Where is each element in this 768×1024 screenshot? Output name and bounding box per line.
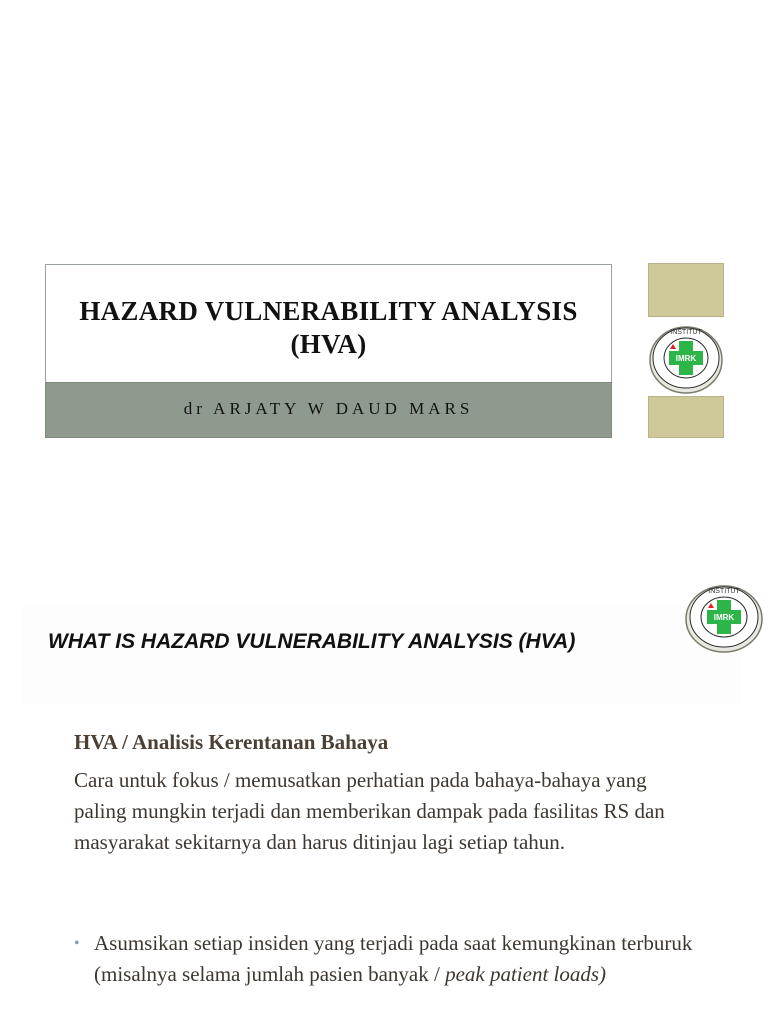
svg-text:IMRK: IMRK [713, 613, 735, 622]
svg-text:INSTITUT: INSTITUT [708, 588, 740, 595]
decorative-block-top [648, 263, 724, 317]
author-bar [45, 382, 612, 438]
slide2-title: WHAT IS HAZARD VULNERABILITY ANALYSIS (HVA) [48, 630, 576, 653]
title-line-1: HAZARD VULNERABILITY ANALYSIS [79, 296, 578, 326]
section-subheading: HVA / Analisis Kerentanan Bahaya [74, 730, 389, 754]
author-name: dr ARJATY W DAUD MARS [183, 399, 474, 418]
svg-text:INSTITUT: INSTITUT [670, 329, 702, 336]
definition-paragraph: Cara untuk fokus / memusatkan perhatian pada bahaya-bahaya yang paling mungkin terjadi dan memberikan dampak pada fasilitas RS dan masyarakat sekitarnya dan harus ditinjau lagi setiap tahun. [74, 768, 665, 854]
bullet-item [74, 928, 694, 990]
bullet-dot-icon: • [74, 935, 80, 952]
slide2-header [22, 604, 742, 704]
svg-text:IMRK: IMRK [675, 354, 697, 363]
title-line-2: (HVA) [290, 329, 367, 359]
slide-title [46, 295, 611, 361]
imrk-logo-icon [684, 580, 764, 654]
imrk-logo-icon [648, 321, 724, 395]
bullet-main-text: Asumsikan setiap insiden yang terjadi pada saat kemungkinan terburuk (misalnya selama jumlah pasien banyak / [94, 931, 693, 986]
bullet-text [94, 928, 694, 990]
bullet-italic-text: peak patient loads) [445, 962, 607, 986]
decorative-block-bottom [648, 396, 724, 438]
title-box [45, 264, 612, 382]
